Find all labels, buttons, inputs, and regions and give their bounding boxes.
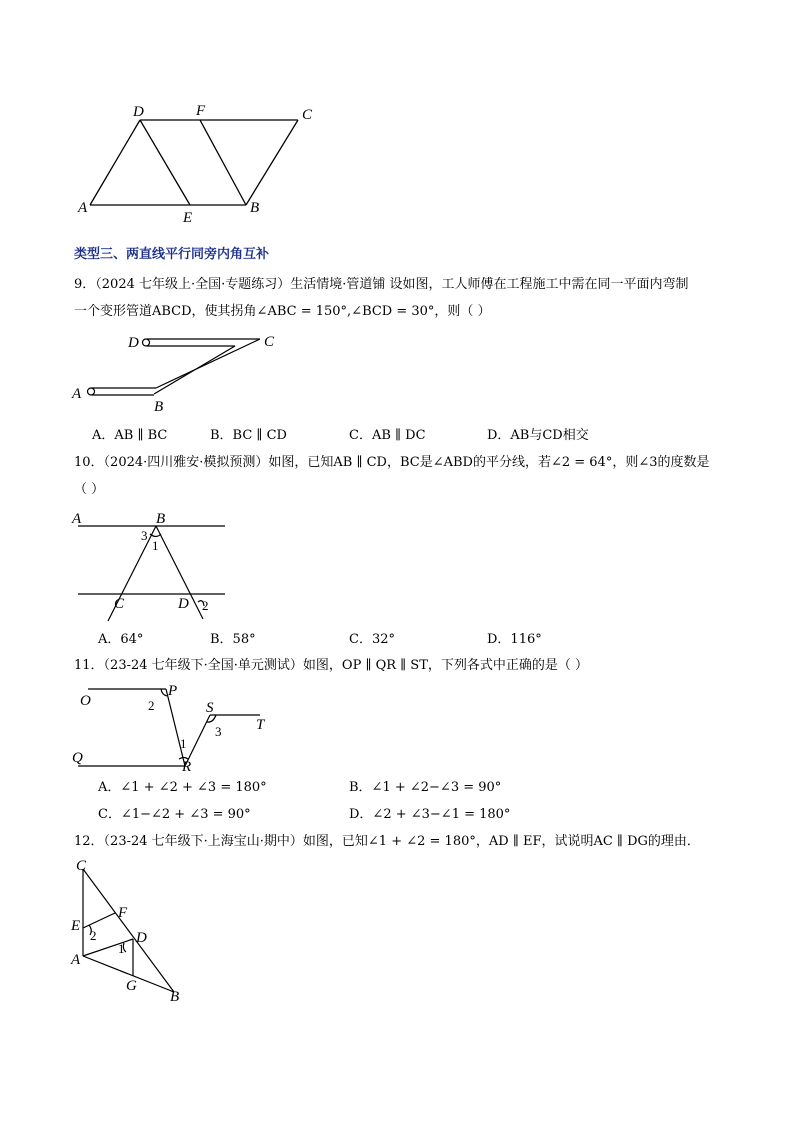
q11-angle-1: 1 [180, 736, 187, 751]
q10-angle-3: 3 [141, 528, 148, 543]
q11-text-line1: 11．（23-24 七年级下·全国·单元测试）如图，OP ∥ QR ∥ ST，下列各式中正确的是（ ） [74, 658, 589, 673]
q10-label-D: D [178, 596, 189, 612]
q12-label-E: E [71, 918, 81, 934]
q11-label-Q: Q [72, 750, 83, 766]
q12-label-G: G [126, 978, 137, 994]
q10-label-C: C [114, 596, 125, 612]
q12-angle-1: 1 [118, 941, 125, 956]
q10-option-a[interactable]: A．64° [98, 632, 144, 647]
label-B: B [250, 200, 260, 216]
q11-angle-3: 3 [215, 724, 222, 739]
q11-option-c[interactable]: C．∠1−∠2 + ∠3 = 90° [98, 807, 251, 822]
q9-option-c[interactable]: C．AB ∥ DC [349, 428, 426, 443]
section-heading: 类型三、两直线平行同旁内角互补 [74, 247, 270, 262]
pipe-figure [70, 330, 310, 416]
q9-option-a[interactable]: A．AB ∥ BC [92, 428, 168, 443]
q10-text-line1: 10．（2024·四川雅安·模拟预测）如图，已知AB ∥ CD，BC是∠ABD的平分线，若∠2 = 64°，则∠3的度数是 [74, 455, 710, 470]
q9-option-d[interactable]: D．AB与CD相交 [487, 428, 589, 443]
label-E: E [183, 210, 193, 226]
label-F: F [196, 103, 206, 119]
q10-option-b[interactable]: B．58° [210, 632, 256, 647]
q12-label-F: F [118, 905, 128, 921]
q11-option-d[interactable]: D．∠2 + ∠3−∠1 = 180° [349, 807, 511, 822]
q10-label-B: B [156, 511, 166, 527]
q10-option-d[interactable]: D．116° [487, 632, 542, 647]
q12-label-C: C [76, 858, 87, 874]
q12-label-A: A [71, 952, 81, 968]
q10-option-c[interactable]: C．32° [349, 632, 395, 647]
parallelogram-figure [70, 98, 330, 228]
q12-angle-2: 2 [90, 928, 97, 943]
q9-text-line2: 一个变形管道ABCD，使其拐角∠ABC = 150°,∠BCD = 30°，则（ ） [74, 304, 491, 319]
parallel-lines-figure [70, 506, 235, 628]
q11-label-T: T [256, 717, 265, 733]
q9-option-b[interactable]: B．BC ∥ CD [210, 428, 287, 443]
pipe-label-B: B [154, 399, 164, 415]
pipe-label-A: A [72, 386, 82, 402]
zigzag-figure [70, 680, 280, 776]
q11-label-O: O [80, 693, 91, 709]
q11-label-R: R [182, 759, 192, 775]
label-A: A [78, 200, 88, 216]
q11-option-a[interactable]: A．∠1 + ∠2 + ∠3 = 180° [98, 780, 267, 795]
q11-label-S: S [206, 700, 214, 716]
q12-text-line1: 12．（23-24 七年级下·上海宝山·期中）如图，已知∠1 + ∠2 = 180°，AD ∥ EF，试说明AC ∥ DG的理由． [74, 834, 700, 849]
pipe-label-C: C [264, 334, 275, 350]
pipe-label-D: D [128, 335, 139, 351]
q10-text-line2: （ ） [74, 482, 105, 497]
q10-angle-2: 2 [202, 598, 209, 613]
q10-angle-1: 1 [152, 538, 159, 553]
q11-option-b[interactable]: B．∠1 + ∠2−∠3 = 90° [349, 780, 502, 795]
label-C: C [302, 107, 313, 123]
triangle-figure [66, 856, 196, 1006]
label-D: D [133, 104, 144, 120]
q10-label-A: A [72, 511, 82, 527]
q9-text-line1: 9．（2024 七年级上·全国·专题练习）生活情境·管道铺 设如图，工人师傅在工程施工中需在同一平面内弯制 [74, 277, 689, 292]
q12-label-B: B [170, 989, 180, 1005]
q11-angle-2: 2 [148, 698, 155, 713]
q11-label-P: P [168, 683, 178, 699]
q12-label-D: D [136, 930, 147, 946]
